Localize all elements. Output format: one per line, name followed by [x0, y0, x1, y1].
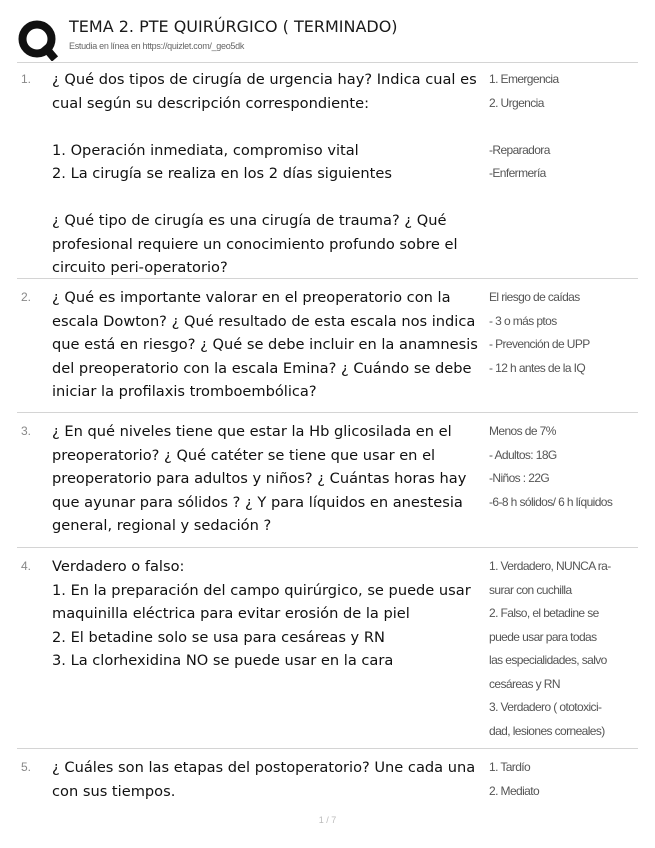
- card-number: 4.: [21, 559, 32, 573]
- card-answer: 1. Emergencia 2. Urgencia -Reparadora -Enfermería: [489, 72, 559, 180]
- quizlet-logo-icon: [17, 19, 59, 61]
- card-answer: Menos de 7% - Adultos: 18G -Niños : 22G -6-8 h sólidos/ 6 h líquidos: [489, 424, 613, 509]
- card-question: ¿ Qué dos tipos de cirugía de urgencia hay? Indica cual es cual según su descripción correspondiente: 1. Operación inmediata, compromiso vital 2. La cirugía se realiza en los 2 días siguientes ¿ Qué tipo de cirugía es una cirugía de trauma? ¿ Qué profesional requiere un conocimiento profundo sobre el circuito peri-operatorio?: [52, 71, 477, 276]
- card-number: 2.: [21, 290, 32, 304]
- card-question: Verdadero o falso: 1. En la preparación del campo quirúrgico, se puede usar maquinilla eléctrica para evitar erosión de la piel 2. El betadine solo se usa para cesáreas y RN 3. La clorhexidina NO se puede usar en la cara: [52, 558, 471, 669]
- card-number: 3.: [21, 424, 32, 438]
- card-number: 1.: [21, 72, 32, 86]
- card-divider: [17, 278, 638, 279]
- card-question: ¿ En qué niveles tiene que estar la Hb glicosilada en el preoperatorio? ¿ Qué catéter se tiene que usar en el preoperatorio para adultos y niños? ¿ Cuántas horas hay que ayunar para sólidos ? ¿ Y para líquidos en anestesia general, regional y sedación ?: [52, 423, 467, 534]
- flashcard-2: [17, 278, 638, 411]
- card-number: 5.: [21, 760, 32, 774]
- document-header: [17, 14, 637, 58]
- card-divider: [17, 412, 638, 413]
- flashcard-3: [17, 412, 638, 545]
- card-question: ¿ Qué es importante valorar en el preoperatorio con la escala Dowton? ¿ Qué resultado de esta escala nos indica que está en riesgo? ¿ Qué se debe incluir en la anamnesis del preoperatorio con la escala Emina? ¿ Cuándo se debe iniciar la profilaxis tromboembólica?: [52, 289, 478, 400]
- card-answer: 1. Verdadero, NUNCA ra- surar con cuchilla 2. Falso, el betadine se puede usar para todas las especialidades, salvo cesáreas y RN 3. Verdadero ( ototoxici- dad, lesiones corneales): [489, 559, 611, 738]
- flashcard-5: [17, 748, 638, 808]
- card-answer: 1. Tardío 2. Mediato: [489, 760, 540, 798]
- card-divider: [17, 748, 638, 749]
- card-divider: [17, 62, 638, 63]
- flashcard-4: [17, 547, 638, 747]
- card-divider: [17, 547, 638, 548]
- page-number: 1 / 7: [318, 815, 337, 825]
- page-title: TEMA 2. PTE QUIRÚRGICO ( TERMINADO): [69, 17, 398, 36]
- page-subtitle: Estudia en línea en https://quizlet.com/_geo5dk: [69, 41, 245, 51]
- flashcard-1: [17, 62, 638, 277]
- card-answer: El riesgo de caídas - 3 o más ptos - Prevención de UPP - 12 h antes de la IQ: [489, 290, 590, 375]
- card-question: ¿ Cuáles son las etapas del postoperatorio? Une cada una con sus tiempos.: [52, 759, 476, 800]
